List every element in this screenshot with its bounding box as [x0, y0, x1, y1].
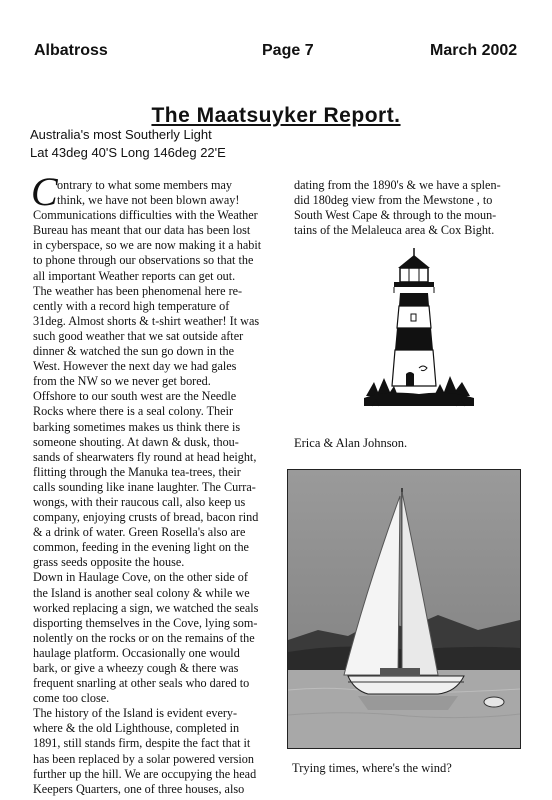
text-line: haulage platform. Occasionally one would — [33, 645, 240, 660]
text-line: dating from the 1890's & we have a splen- — [294, 178, 501, 192]
article-column-left — [33, 178, 273, 797]
text-line: in cyberspace, so we are now making it a habit — [33, 238, 262, 253]
author-caption: Erica & Alan Johnson. — [294, 436, 408, 450]
text-line: disporting themselves in the Cove, lying som- — [33, 615, 258, 630]
text-line: such good weather that we sat outside after — [33, 328, 244, 343]
issue-date: March 2002 — [430, 42, 518, 59]
text-line: Offshore to our south west are the Needle — [33, 389, 237, 404]
text-line: dinner & watched the sun go down in the — [33, 344, 235, 359]
text-line: cently with a record high temperature of — [33, 298, 230, 313]
text-line: Bureau has meant that our data has been lost — [33, 223, 251, 238]
text-line: nolently on the rocks or on the remains of the — [33, 630, 255, 645]
text-line: grass seeds opposite the house. — [33, 555, 185, 570]
text-line: The history of the Island is evident every- — [33, 706, 238, 721]
text-line: sands of shearwaters fly round at head height, — [33, 449, 257, 464]
text-line: the Island is another seal colony & while we — [33, 585, 250, 600]
text-line: Down in Haulage Cove, on the other side of — [33, 570, 248, 585]
text-line: tains of the Melaleuca area & Cox Bight. — [294, 223, 495, 238]
sailboat-photo-art — [288, 470, 520, 748]
text-line: frequent snarling at other seals who dared to — [33, 676, 250, 691]
text-line: worked replacing a sign, we watched the seals — [33, 600, 259, 615]
text-line: calls sounding like inane laughter. The Curra- — [33, 479, 256, 494]
text-line: Keepers Quarters, one of three houses, also — [33, 781, 245, 796]
text-line: Communications difficulties with the Weather — [33, 208, 258, 223]
text-line: come too close. — [33, 691, 110, 706]
text-line: from the NW so we never get bored. — [33, 374, 211, 389]
text-line: to phone through our observations so that the — [33, 253, 254, 268]
text-line: someone shouting. At dawn & dusk, thou- — [33, 434, 239, 449]
article-subtitle: Australia's most Southerly Light — [30, 127, 212, 142]
text-line: & a drink of water. Green Rosella's also are — [33, 525, 246, 540]
text-line: The weather has been phenomenal here re- — [33, 283, 243, 298]
lighthouse-illustration — [364, 246, 474, 416]
text-line: where & the old Lighthouse, completed in — [33, 721, 240, 736]
text-line: Rocks where there is a seal colony. Their — [33, 404, 234, 419]
text-line: company, enjoying crusts of bread, bacon rind — [33, 510, 259, 525]
text-line: West. However the next day we had gales — [33, 359, 237, 374]
article-title: The Maatsuyker Report. — [151, 104, 401, 127]
text-line: did 180deg view from the Mewstone , to — [294, 193, 493, 208]
article-coordinates: Lat 43deg 40'S Long 146deg 22'E — [30, 145, 226, 160]
text-line: 31deg. Almost shorts & t-shirt weather! It was — [33, 313, 260, 328]
article-column-right — [294, 178, 519, 238]
text-line: ontrary to what some members may — [57, 178, 232, 192]
text-line: further up the hill. We are occupying the head — [33, 766, 257, 781]
text-line: common, feeding in the evening light on the — [33, 540, 249, 555]
text-line: has been replaced by a solar powered version — [33, 751, 254, 766]
text-line: wongs, with their raucous call, also keep us — [33, 494, 246, 509]
text-line: flitting through the Manuka tea-trees, their — [33, 464, 241, 479]
page-number: Page 7 — [262, 42, 314, 59]
text-line: all important Weather reports can get out. — [33, 268, 236, 283]
text-line: South West Cape & through to the moun- — [294, 208, 497, 223]
text-line: bark, or give a wheezy cough & there was — [33, 661, 239, 675]
drop-cap: C — [31, 169, 58, 214]
text-line: barking sometimes makes us think there is — [33, 419, 241, 434]
text-line: 1891, still stands firm, despite the fact that it — [33, 736, 251, 751]
publication-name: Albatross — [34, 42, 108, 59]
text-line: think, we have not been blown away! — [57, 193, 240, 208]
sailboat-photo — [287, 469, 521, 749]
photo-caption: Trying times, where's the wind? — [292, 761, 452, 775]
